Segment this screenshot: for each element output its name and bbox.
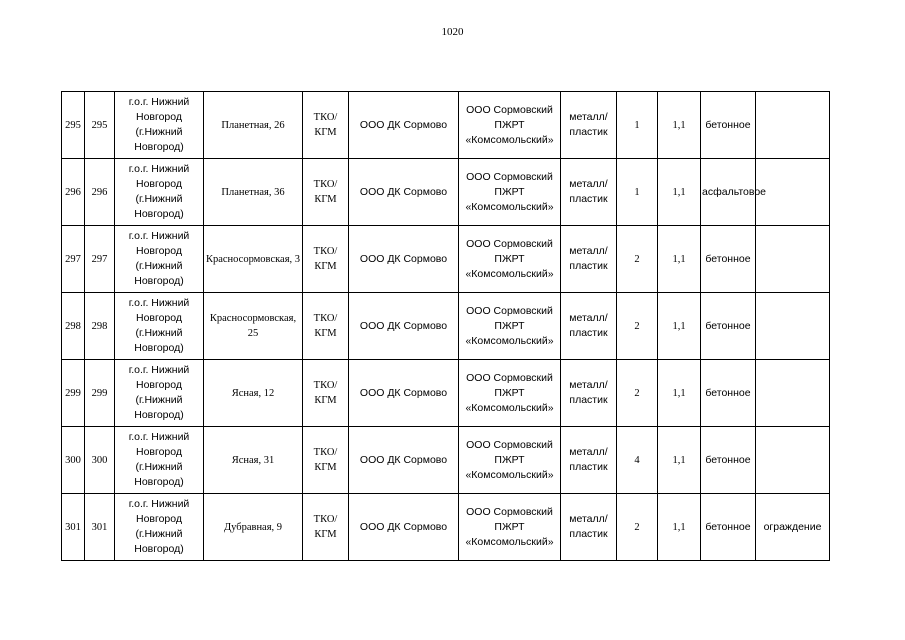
settlement-cell: г.о.г. Нижний Новгород (г.Нижний Новгород) (115, 360, 204, 427)
container-count-cell: 2 (617, 226, 658, 293)
fence-cell (756, 360, 830, 427)
waste-sites-table (61, 91, 830, 561)
row-number-cell: 296 (62, 159, 85, 226)
fence-cell (756, 226, 830, 293)
waste-type-cell: ТКО/КГМ (303, 226, 349, 293)
row-number-cell: 297 (62, 226, 85, 293)
container-count-cell: 1 (617, 159, 658, 226)
address-cell: Планетная, 26 (204, 92, 303, 159)
table-row (62, 226, 830, 293)
site-number-cell: 300 (85, 427, 115, 494)
owner-cell: ООО Сормовский ПЖРТ «Комсомольский» (459, 293, 561, 360)
table-row (62, 494, 830, 561)
owner-cell: ООО Сормовский ПЖРТ «Комсомольский» (459, 360, 561, 427)
surface-cell: бетонное (701, 360, 756, 427)
site-number-cell: 299 (85, 360, 115, 427)
row-number-cell: 299 (62, 360, 85, 427)
volume-cell: 1,1 (658, 494, 701, 561)
material-cell: металл/пластик (561, 360, 617, 427)
waste-type-cell: ТКО/КГМ (303, 494, 349, 561)
site-number-cell: 297 (85, 226, 115, 293)
owner-cell: ООО Сормовский ПЖРТ «Комсомольский» (459, 92, 561, 159)
row-number-cell: 301 (62, 494, 85, 561)
volume-cell: 1,1 (658, 427, 701, 494)
row-number-cell: 295 (62, 92, 85, 159)
container-count-cell: 2 (617, 360, 658, 427)
owner-cell: ООО Сормовский ПЖРТ «Комсомольский» (459, 494, 561, 561)
table-row (62, 159, 830, 226)
site-number-cell: 296 (85, 159, 115, 226)
manager-cell: ООО ДК Сормово (349, 494, 459, 561)
surface-cell: бетонное (701, 293, 756, 360)
container-count-cell: 2 (617, 293, 658, 360)
surface-cell: бетонное (701, 92, 756, 159)
owner-cell: ООО Сормовский ПЖРТ «Комсомольский» (459, 159, 561, 226)
waste-type-cell: ТКО/КГМ (303, 360, 349, 427)
manager-cell: ООО ДК Сормово (349, 226, 459, 293)
table-row (62, 293, 830, 360)
volume-cell: 1,1 (658, 92, 701, 159)
fence-cell (756, 293, 830, 360)
waste-type-cell: ТКО/КГМ (303, 159, 349, 226)
fence-cell: ограждение (756, 494, 830, 561)
manager-cell: ООО ДК Сормово (349, 92, 459, 159)
waste-type-cell: ТКО/КГМ (303, 293, 349, 360)
row-number-cell: 300 (62, 427, 85, 494)
container-count-cell: 2 (617, 494, 658, 561)
surface-cell: бетонное (701, 427, 756, 494)
table-row (62, 427, 830, 494)
material-cell: металл/пластик (561, 494, 617, 561)
site-number-cell: 295 (85, 92, 115, 159)
settlement-cell: г.о.г. Нижний Новгород (г.Нижний Новгород) (115, 159, 204, 226)
surface-cell: бетонное (701, 226, 756, 293)
address-cell: Ясная, 31 (204, 427, 303, 494)
address-cell: Дубравная, 9 (204, 494, 303, 561)
waste-type-cell: ТКО/КГМ (303, 92, 349, 159)
manager-cell: ООО ДК Сормово (349, 360, 459, 427)
container-count-cell: 1 (617, 92, 658, 159)
address-cell: Красносормовская, 3 (204, 226, 303, 293)
manager-cell: ООО ДК Сормово (349, 293, 459, 360)
row-number-cell: 298 (62, 293, 85, 360)
surface-cell: бетонное (701, 494, 756, 561)
table-row (62, 92, 830, 159)
manager-cell: ООО ДК Сормово (349, 427, 459, 494)
material-cell: металл/пластик (561, 226, 617, 293)
fence-cell (756, 92, 830, 159)
settlement-cell: г.о.г. Нижний Новгород (г.Нижний Новгород) (115, 293, 204, 360)
container-count-cell: 4 (617, 427, 658, 494)
site-number-cell: 301 (85, 494, 115, 561)
volume-cell: 1,1 (658, 226, 701, 293)
owner-cell: ООО Сормовский ПЖРТ «Комсомольский» (459, 427, 561, 494)
address-cell: Ясная, 12 (204, 360, 303, 427)
settlement-cell: г.о.г. Нижний Новгород (г.Нижний Новгород) (115, 427, 204, 494)
owner-cell: ООО Сормовский ПЖРТ «Комсомольский» (459, 226, 561, 293)
address-cell: Планетная, 36 (204, 159, 303, 226)
settlement-cell: г.о.г. Нижний Новгород (г.Нижний Новгород) (115, 494, 204, 561)
material-cell: металл/пластик (561, 293, 617, 360)
settlement-cell: г.о.г. Нижний Новгород (г.Нижний Новгород) (115, 92, 204, 159)
settlement-cell: г.о.г. Нижний Новгород (г.Нижний Новгород) (115, 226, 204, 293)
page-number: 1020 (441, 26, 464, 38)
manager-cell: ООО ДК Сормово (349, 159, 459, 226)
fence-cell (756, 159, 830, 226)
volume-cell: 1,1 (658, 159, 701, 226)
material-cell: металл/пластик (561, 92, 617, 159)
address-cell: Красносормовская, 25 (204, 293, 303, 360)
surface-cell: асфальтовое (701, 159, 756, 226)
material-cell: металл/пластик (561, 427, 617, 494)
site-number-cell: 298 (85, 293, 115, 360)
fence-cell (756, 427, 830, 494)
waste-type-cell: ТКО/КГМ (303, 427, 349, 494)
table-row (62, 360, 830, 427)
volume-cell: 1,1 (658, 293, 701, 360)
volume-cell: 1,1 (658, 360, 701, 427)
material-cell: металл/пластик (561, 159, 617, 226)
